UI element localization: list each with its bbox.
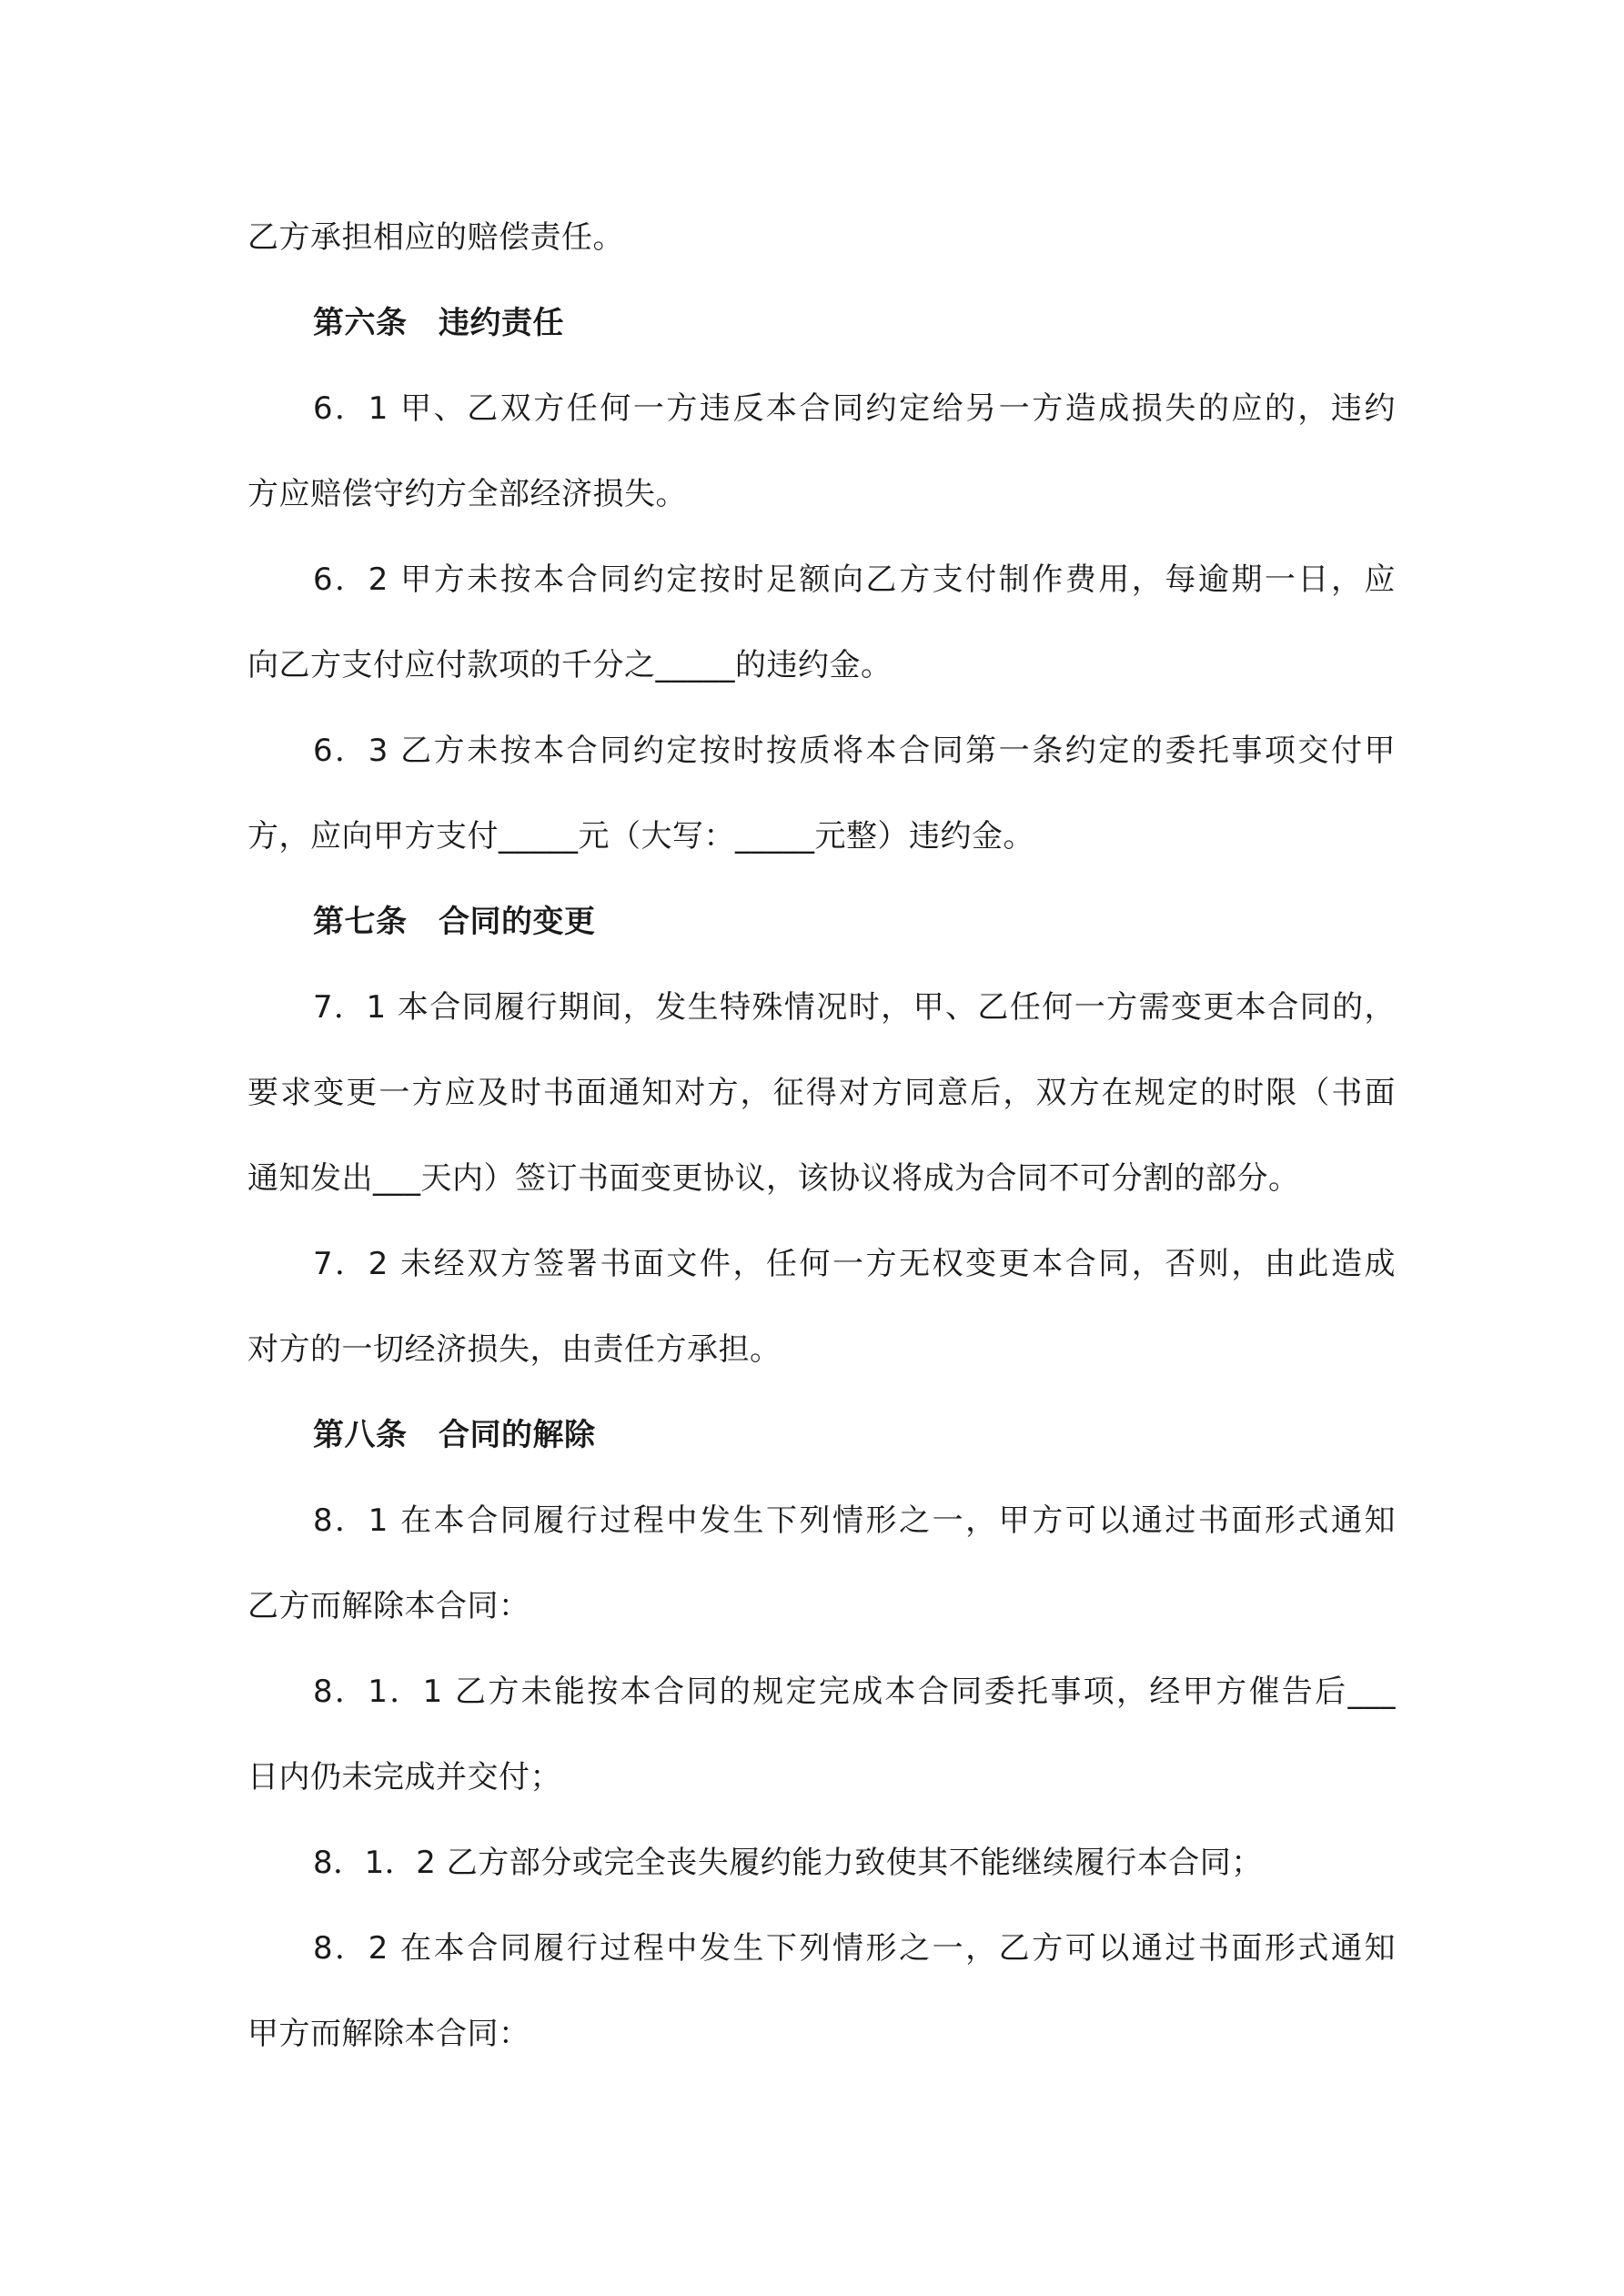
paragraph-line: 甲方而解除本合同： xyxy=(247,2016,530,2052)
paragraph-line: 方应赔偿守约方全部经济损失。 xyxy=(247,476,687,512)
paragraph-line: 7．1 本合同履行期间，发生特殊情况时，甲、乙任何一方需变更本合同的， xyxy=(313,989,1396,1026)
section-heading: 第六条 违约责任 xyxy=(313,305,564,341)
paragraph-line: 乙方而解除本合同： xyxy=(247,1588,530,1624)
paragraph-line: 乙方承担相应的赔偿责任。 xyxy=(247,219,624,256)
paragraph-line: 6．3 乙方未按本合同约定按时按质将本合同第一条约定的委托事项交付甲 xyxy=(313,733,1396,769)
paragraph-line: 对方的一切经济损失，由责任方承担。 xyxy=(247,1331,782,1368)
paragraph-line: 向乙方支付应付款项的千分之_____的违约金。 xyxy=(247,647,893,683)
paragraph-line: 8．1．2 乙方部分或完全丧失履约能力致使其不能继续履行本合同； xyxy=(313,1845,1263,1881)
paragraph-line: 6．2 甲方未按本合同约定按时足额向乙方支付制作费用，每逾期一日，应 xyxy=(313,561,1396,598)
paragraph-line: 7．2 未经双方签署书面文件，任何一方无权变更本合同，否则，由此造成 xyxy=(313,1246,1396,1282)
paragraph-line: 日内仍未完成并交付； xyxy=(247,1759,561,1795)
paragraph-line: 8．1 在本合同履行过程中发生下列情形之一，甲方可以通过书面形式通知 xyxy=(313,1502,1396,1539)
document-body xyxy=(247,195,1396,2077)
section-heading: 第七条 合同的变更 xyxy=(313,904,596,940)
paragraph-line: 6．1 甲、乙双方任何一方违反本合同约定给另一方造成损失的应的，违约 xyxy=(313,390,1396,427)
paragraph-line: 8．2 在本合同履行过程中发生下列情形之一，乙方可以通过书面形式通知 xyxy=(313,1930,1396,1967)
paragraph-line: 要求变更一方应及时书面通知对方，征得对方同意后，双方在规定的时限（书面 xyxy=(247,1075,1396,1111)
section-heading: 第八条 合同的解除 xyxy=(313,1417,596,1453)
paragraph-line: 通知发出___天内）签订书面变更协议，该协议将成为合同不可分割的部分。 xyxy=(247,1160,1300,1197)
paragraph-line: 方，应向甲方支付_____元（大写：_____元整）违约金。 xyxy=(247,818,1034,855)
paragraph-line: 8．1．1 乙方未能按本合同的规定完成本合同委托事项，经甲方催告后___ xyxy=(313,1674,1396,1710)
